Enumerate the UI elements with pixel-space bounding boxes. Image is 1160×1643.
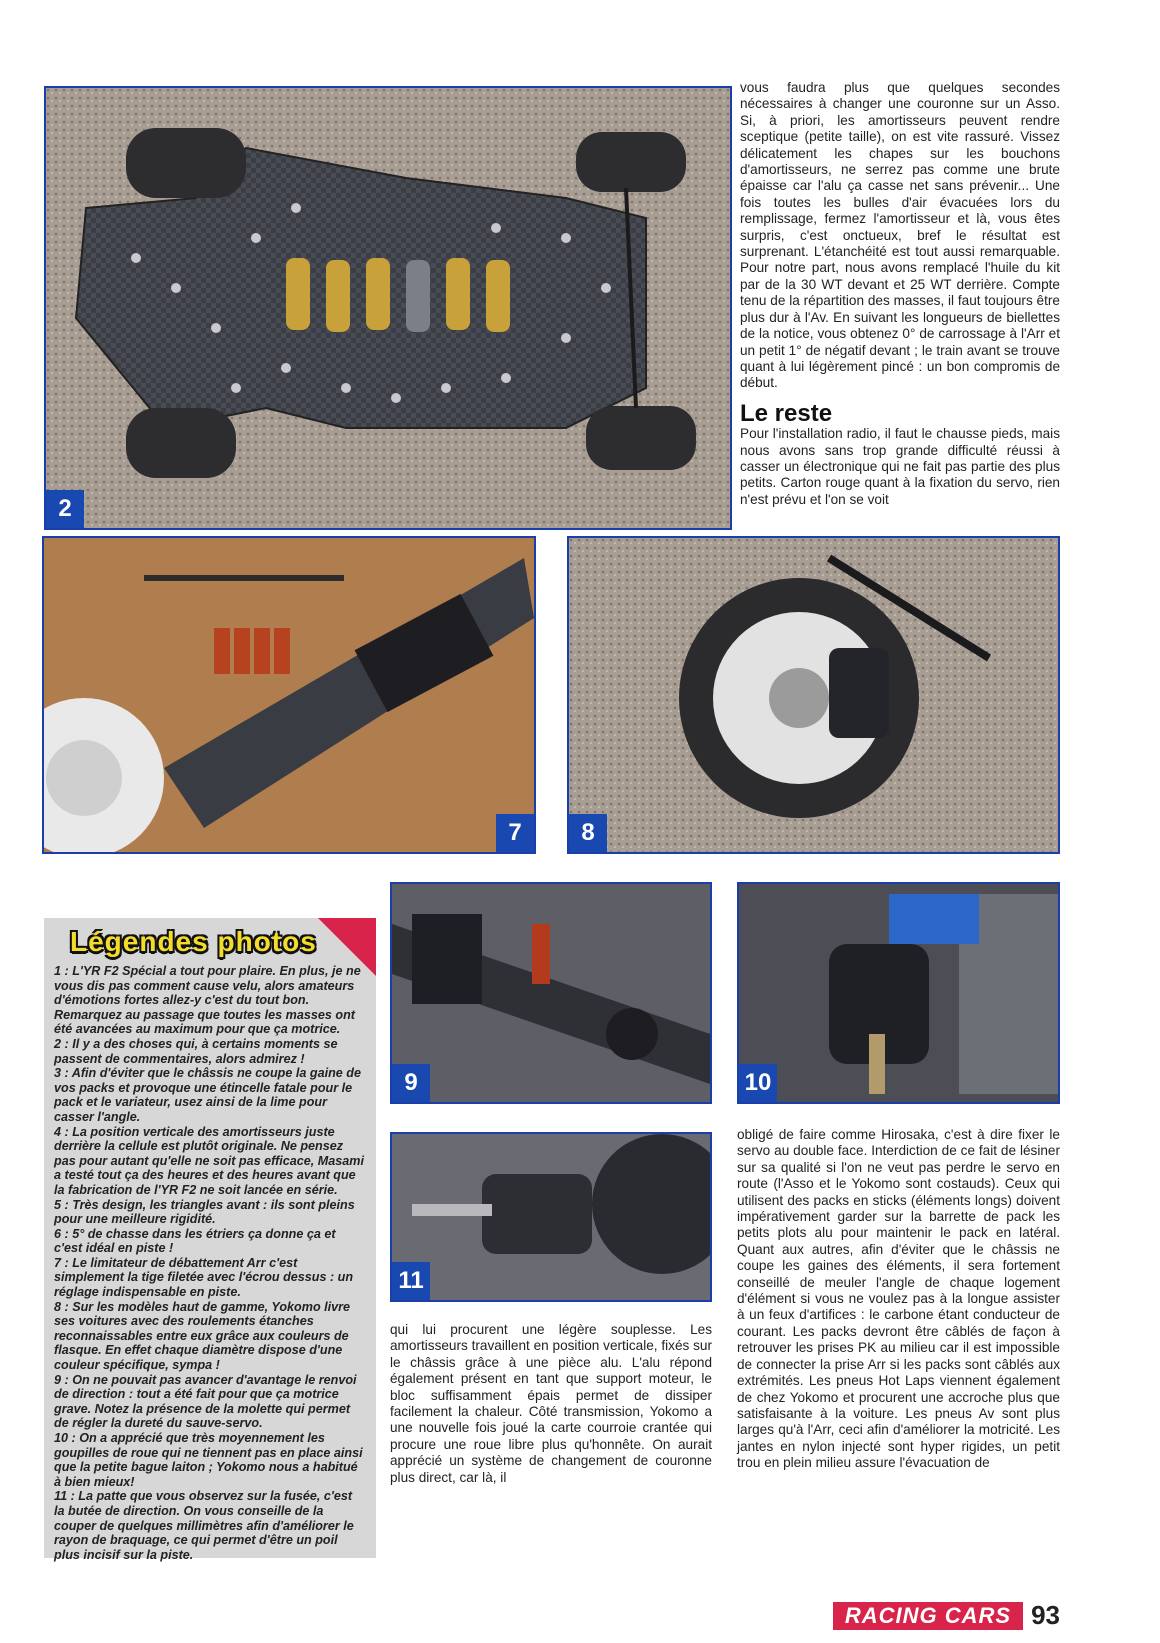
article-paragraph: Pour l'installation radio, il faut le chausse pieds, mais nous avons sans trop grande difficulté réussi à casser un électronique qui ne fait pas partie des plus petits. Carton rouge quant à la fixation du servo, rien n'est prévu et l'on se voit [740,426,1060,507]
legend-text [54,964,366,1562]
photo-number-badge: 8 [569,814,607,852]
photo-number-badge: 2 [46,490,84,528]
photo-number-badge: 9 [392,1064,430,1102]
article-column-right-top [740,80,1060,508]
article-column-right-bottom [737,1127,1060,1472]
photo-number-badge: 11 [392,1262,430,1300]
legend-item: 6 : 5° de chasse dans les étriers ça donne ça et c'est idéal en piste ! [54,1226,336,1256]
article-column-middle-bottom [390,1322,712,1486]
photo-9-steering [390,882,712,1104]
photo-8-front-wheel [567,536,1060,854]
article-paragraph: obligé de faire comme Hirosaka, c'est à dire fixer le servo au double face. Interdiction de ce fait de lésiner sur sa qualité si l'on ne veut pas perdre le servo en route (l'Asso et le Yokomo sont costauds). Ceux qui utilisent des packs en sticks (éléments longs) doivent impérativement garder sur la barrette de pack les petits plots alu pour maintenir le pack en latéral. Quant aux autres, afin d'éviter que le châssis ne coupe les gaines des éléments, il sera fortement conseillé de meuler l'angle de chaque logement d'élément si vous ne voulez pas à la longue assister à un feux d'artifices : le carbone étant conducteur de courant. Les packs devront être câblés de façon à retrouver les prises PK au milieu car il est impossible de connecter la prise Arr si les packs sont câblés aux extrémités. Les pneus Hot Laps viennent également de chez Yokomo et procurent une accroche plus que satisfaisante à la voiture. Les pneus Av sont plus larges qu'à l'Arr, ceci afin d'améliorer la motricité. Les jantes en nylon injecté sont hyper rigides, un petit trou en plein milieu assure l'évacuation de [737,1127,1060,1471]
photo-11-steering-knuckle [390,1132,712,1302]
front-wheel-illustration [569,538,1058,852]
legend-item: 8 : Sur les modèles haut de gamme, Yokomo livre ses voitures avec des roulements étanches reconnaissables entre eux grâce aux couleurs de flasque. En effet chaque diamètre dispose d'une couleur spécifique, sympa ! [54,1299,351,1373]
legend-item: 9 : On ne pouvait pas avancer d'avantage le renvoi de direction : tout a été fait pour que ça motrice grave. Notez la présence de la molette qui permet de régler la dureté du sauve-servo. [54,1372,357,1431]
photo-number-badge: 7 [496,814,534,852]
photo-2-chassis-top [44,86,732,530]
photo-10-front-suspension [737,882,1060,1104]
photo-legend-box [44,918,376,1562]
legend-item: 2 : Il y a des choses qui, à certains moments se passent de commentaires, alors admirez ! [54,1036,338,1066]
legend-item: 5 : Très design, les triangles avant : ils sont pleins pour une meilleure rigidité. [54,1197,355,1227]
chassis-illustration [46,88,730,528]
article-paragraph: vous faudra plus que quelques secondes nécessaires à changer une couronne sur un Asso. Si, à priori, les amortisseurs peuvent rendre sceptique (petite taille), on est vite rassuré. Vissez délicatement les chapes sur les bouchons d'amortisseurs, ne serrez pas comme une brute épaisse car l'alu ça casse net sans prévenir... Une fois toutes les bulles d'air évacuées lors du remplissage, fermez l'amortisseur et là, vous êtes surpris, c'est onctueux, bref le résultat est surprenant. L'étanchéité est tout aussi remarquable. Pour notre part, nous avons remplacé l'huile du kit par de la 30 WT devant et 25 WT derrière. Compte tenu de la répartition des masses, il faut toujours être plus dur à l'Av. En suivant les longueurs de biellettes de la notice, vous obtenez 0° de carrossage à l'Arr et un petit 1° de négatif devant ; le train avant se trouve quant à lui légèrement pincé : un bon compromis de début. [740,80,1060,391]
front-suspension-illustration [739,884,1058,1102]
legend-item: 11 : La patte que vous observez sur la fusée, c'est la butée de direction. On vous conseille de la couper de quelques millimètres afin d'améliorer le rayon de braquage, ce qui permet d'être un poil plus incisif sur la piste. [54,1489,354,1562]
page-footer [833,1600,1060,1631]
section-heading: Le reste [740,399,833,427]
article-paragraph: qui lui procurent une légère souplesse. Les amortisseurs travaillent en position verticale, fixés sur le châssis grâce à une pièce alu. L'alu répond également présent en tant que support moteur, le bloc suffisamment épais permet de dissiper facilement la chaleur. Côté transmission, Yokomo a une nouvelle fois joué la carte courroie crantée qui procure une roue libre plus qu'honnête. On aurait apprécié un système de changement de couronne plus direct, car là, il [390,1322,712,1485]
legend-corner-accent [318,918,376,976]
legend-item: 3 : Afin d'éviter que le châssis ne coupe la gaine de vos packs et provoque une étincelle fatale pour le pack et le variateur, usez ainsi de la lime pour casser l'angle. [54,1066,361,1124]
page-number: 93 [1031,1600,1060,1630]
legend-item: 10 : On a apprécié que très moyennement les goupilles de roue qui ne tiennent pas en place ainsi que la petite bague laiton ; Yokomo nous a habitué à bien mieux! [54,1431,363,1489]
photo-7-rear-damper [42,536,536,854]
legend-title: Légendes photos [70,926,317,957]
steering-illustration [392,884,710,1102]
legend-item: 7 : Le limitateur de débattement Arr c'est simplement la tige filetée avec l'écrou dessus : un réglage indispensable en piste. [54,1255,354,1300]
magazine-brand: RACING CARS [833,1602,1023,1630]
legend-item: 1 : L'YR F2 Spécial a tout pour plaire. En plus, je ne vous dis pas comment cause velu, alors amateurs d'émotions fortes allez-y c'est du tout bon. Remarquez au passage que toutes les masses ont été avancées au maximum pour que ça motrice. [54,964,361,1037]
rear-damper-illustration [44,538,534,852]
photo-number-badge: 10 [739,1064,777,1102]
steering-knuckle-illustration [392,1134,710,1300]
legend-item: 4 : La position verticale des amortisseurs juste derrière la cellule est plutôt originale. Ne pensez pas pour autant qu'elle ne soit pas efficace, Masami a testé tout ça des heures et des heures avant que la fabrication de l'YR F2 ne soit lancée en série. [54,1124,365,1197]
